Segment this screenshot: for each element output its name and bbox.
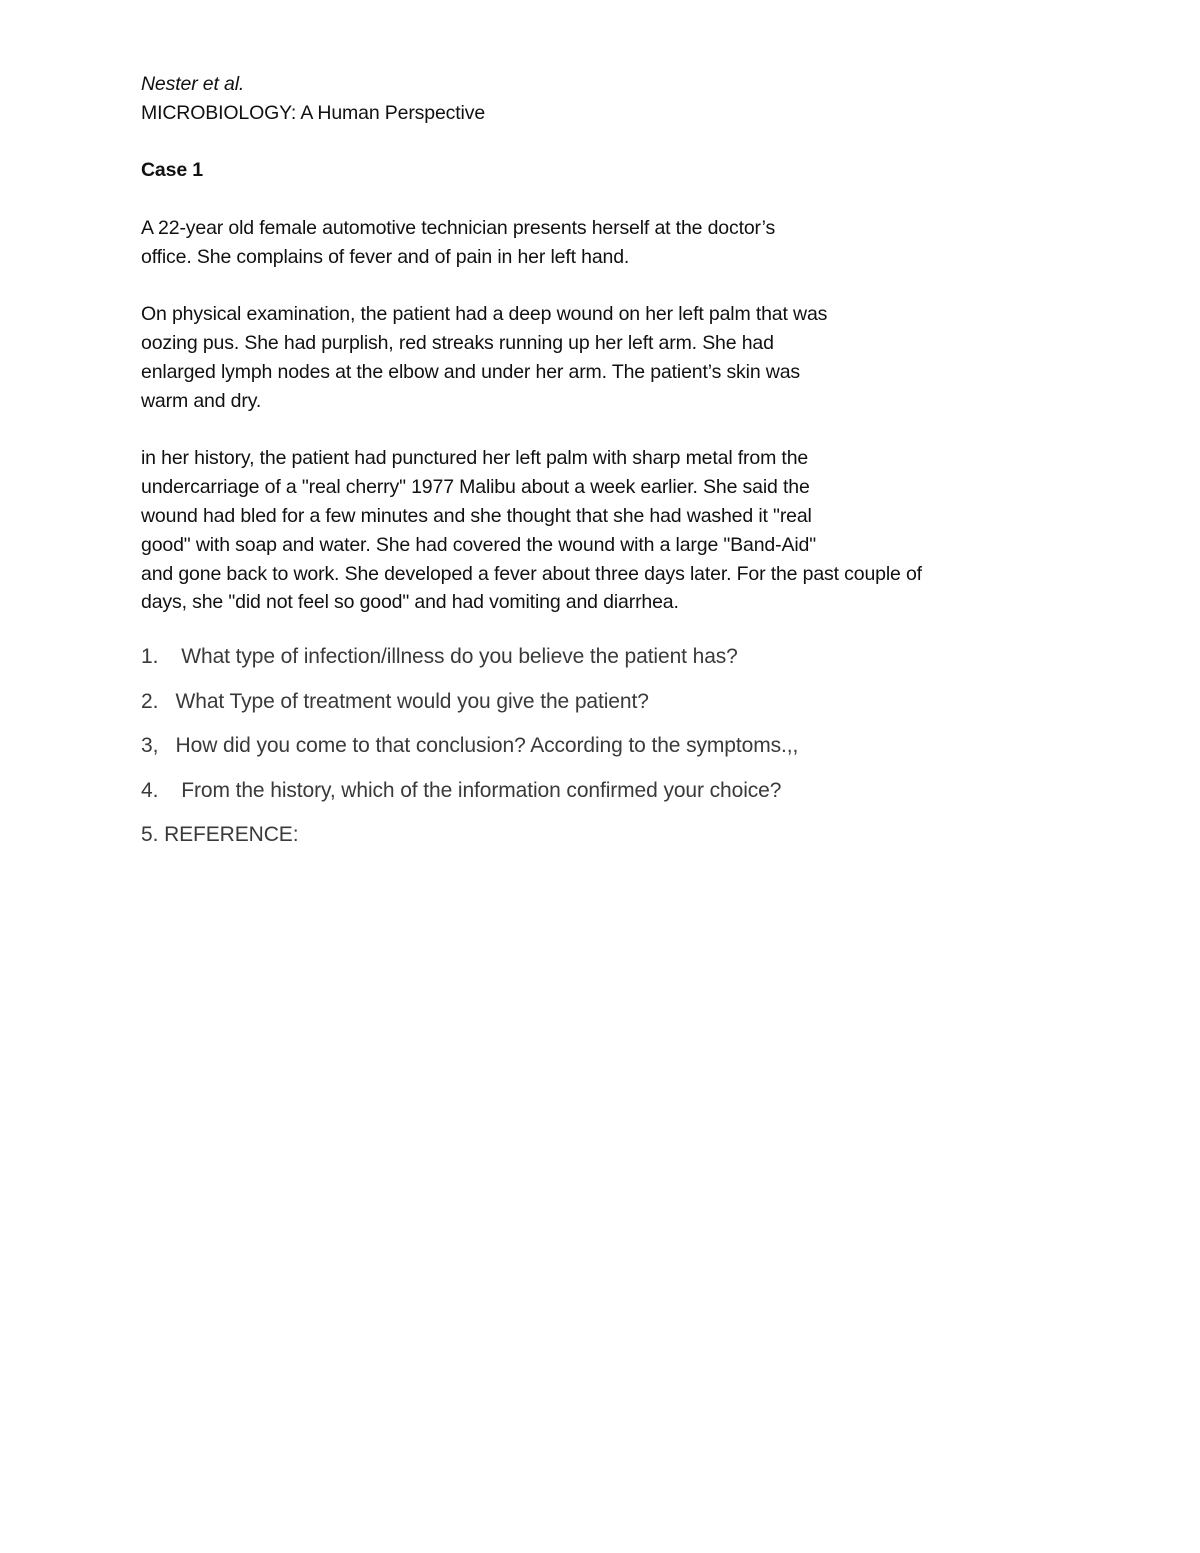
paragraph-line: On physical examination, the patient had a deep wound on her left palm that was <box>141 303 828 326</box>
spacer <box>141 128 1041 157</box>
question-number: 1. <box>141 645 159 669</box>
question-text: From the history, which of the information confirmed your choice? <box>169 778 782 802</box>
question-text: What type of infection/illness do you believe the patient has? <box>169 645 738 669</box>
book-title: MICROBIOLOGY: A Human Perspective <box>141 101 486 124</box>
paragraph-line: in her history, the patient had punctured her left palm with sharp metal from the <box>141 447 809 470</box>
question-number: 3, <box>141 734 159 758</box>
case-title: Case 1 <box>141 159 203 182</box>
question-item <box>141 724 1041 769</box>
paragraph-line: oozing pus. She had purplish, red streaks running up her left arm. She had <box>141 332 774 355</box>
question-list <box>141 635 1041 858</box>
paragraph-line: office. She complains of fever and of pain in her left hand. <box>141 245 630 268</box>
question-number: 2. <box>141 689 159 713</box>
question-text: REFERENCE: <box>164 823 299 847</box>
paragraph-line: undercarriage of a "real cherry" 1977 Malibu about a week earlier. She said the <box>141 476 810 499</box>
question-item <box>141 635 1041 680</box>
spacer <box>141 416 1041 445</box>
question-item <box>141 680 1041 725</box>
paragraph-line: A 22-year old female automotive technician presents herself at the doctor’s <box>141 216 776 239</box>
question-number: 4. <box>141 778 159 802</box>
spacer <box>141 185 1041 214</box>
paragraph-history <box>141 444 1041 617</box>
paragraph-intro <box>141 214 1041 272</box>
document-body <box>141 70 1041 858</box>
paragraph-line: wound had bled for a few minutes and she thought that she had washed it "real <box>141 504 812 527</box>
paragraph-examination <box>141 300 1041 415</box>
question-item <box>141 813 1041 858</box>
paragraph-line: warm and dry. <box>141 389 262 412</box>
paragraph-line: enlarged lymph nodes at the elbow and under her arm. The patient’s skin was <box>141 360 801 383</box>
paragraph-line: days, she "did not feel so good" and had vomiting and diarrhea. <box>141 591 679 614</box>
author-line: Nester et al. <box>141 73 245 95</box>
spacer <box>141 272 1041 301</box>
question-text: How did you come to that conclusion? According to the symptoms.,, <box>169 734 799 758</box>
question-item <box>141 769 1041 814</box>
paragraph-line: and gone back to work. She developed a fever about three days later. For the past couple of <box>141 562 922 585</box>
question-text: What Type of treatment would you give the patient? <box>169 689 649 713</box>
paragraph-line: good" with soap and water. She had covered the wound with a large "Band-Aid" <box>141 533 816 556</box>
question-number: 5. <box>141 823 159 847</box>
